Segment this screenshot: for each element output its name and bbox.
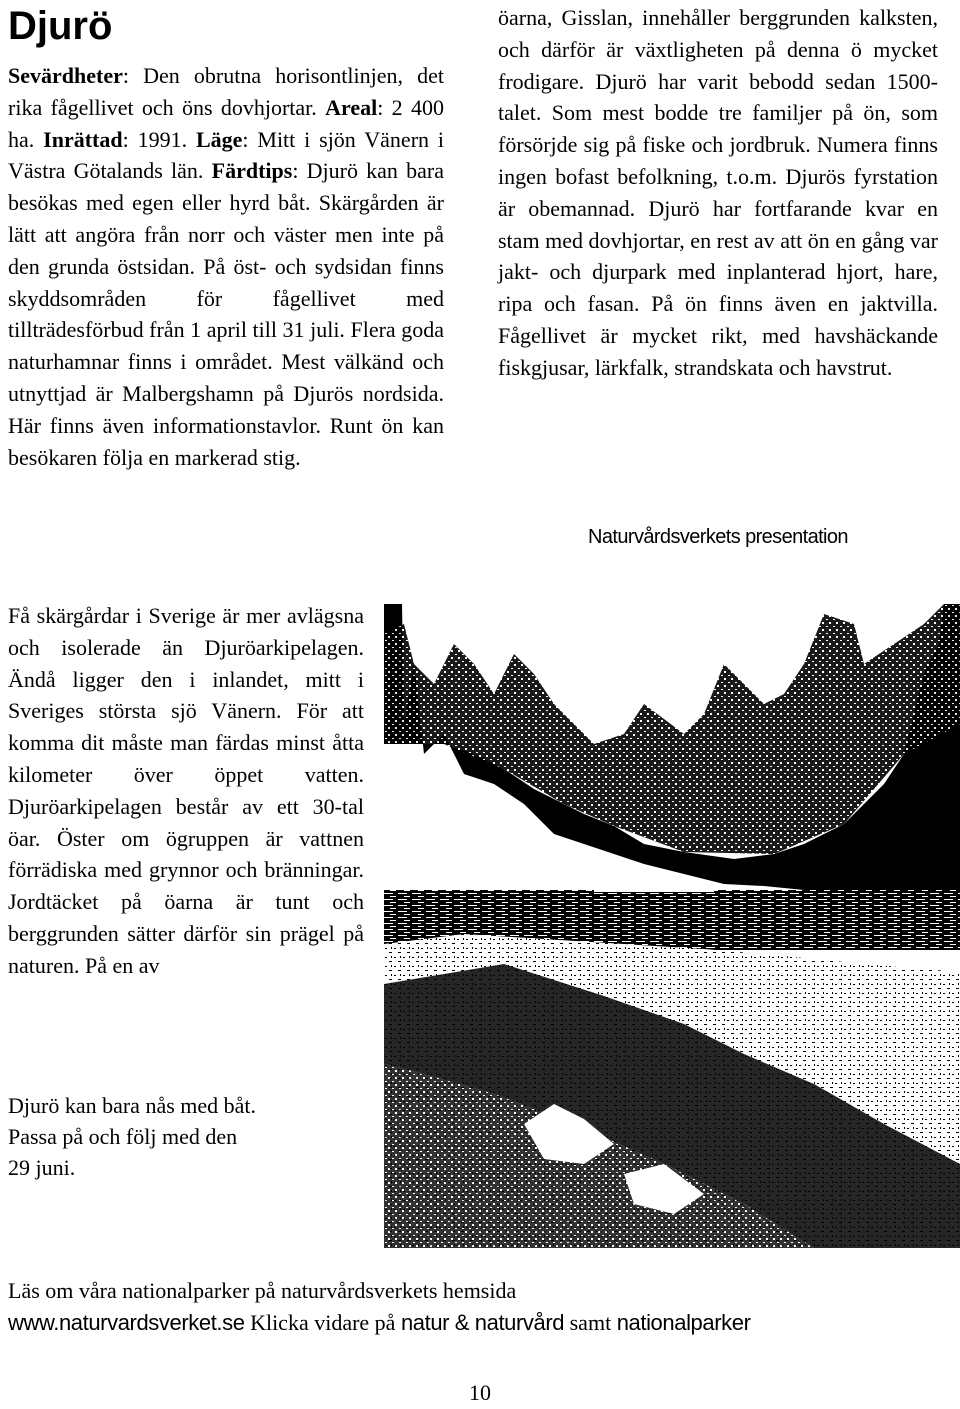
label-area: Areal — [325, 94, 378, 120]
text-established: : 1991. — [122, 126, 196, 152]
intro-facts — [8, 60, 444, 473]
nature-link[interactable]: natur & naturvård — [400, 1310, 565, 1335]
footer-and-text: samt — [564, 1310, 617, 1335]
photo-caption-line1: Djurö kan bara nås med båt. — [8, 1093, 257, 1118]
photo-caption — [8, 1090, 368, 1183]
text-area: : 2 400 ha. — [8, 94, 444, 152]
body-paragraph-right: öarna, Gisslan, innehåller berggrunden kalksten, och därför är växtligheten på denna ö mycket frodigare. Djurö har varit bebodd sedan 1500-talet. Som mest bodde tre familjer på ön, som försörjde sig på fiske och jordbruk. Numera finns ingen bofast befolkning, t.o.m. Djurös fyrstation är obemannad. Djurö har fortfarande kvar en stam med dovhjortar, en rest av att ön en gång var jakt- och djurpark med inplanterad hjort, hare, ripa och fasan. På ön finns även en jaktvilla. Fågellivet är mycket rikt, med havshäckande fiskgjusar, lärkfalk, strandskata och havstrut. — [498, 5, 938, 380]
text-travel: : Djurö kan bara besökas med egen eller hyrd båt. Skärgården är lätt att angöra från norr och väster men inte på den grunda östsidan. På öst- och sydsidan finns skyddsområden för fågellivet med tillträdesförbud från 1 april till 31 juli. Flera goda naturhamnar finns i området. Mest välkänd och utnyttjad är Malbergshamn på Djurös nordsida. Här finns även informationstavlor. Runt ön kan besökaren följa en markerad stig. — [8, 158, 444, 470]
text-sights: : Den obrutna horisontlinjen, det rika fågellivet och öns dovhjortar. — [8, 63, 444, 120]
nationalparks-link[interactable]: nationalparker — [616, 1310, 751, 1335]
photo-caption-line3: 29 juni. — [8, 1155, 76, 1180]
label-location: Läge — [195, 126, 243, 152]
footer-links — [8, 1307, 751, 1339]
text-location: : Mitt i sjön Vänern i Västra Götalands län. — [8, 126, 444, 184]
body-paragraph-left: Få skärgårdar i Sverige är mer avlägsna och isolerade än Djuröarkipelagen. Ändå ligger den i inlandet, mitt i Sveriges största sjö Vänern. För att komma dit måste man färdas minst åtta kilometer över öppet vatten. Djuröarkipelagen består av ett 30-tal öar. Öster om ögruppen är vattnen förrädiska med grynnor och bränningar. Jordtäcket på öarna är tunt och berggrunden sätter därför sin prägel på naturen. På en av — [8, 603, 364, 978]
label-established: Inrättad — [43, 126, 123, 152]
credit-line: Naturvårdsverkets presentation — [588, 526, 848, 548]
photo-caption-line2: Passa på och följ med den — [8, 1124, 238, 1149]
label-travel: Färdtips — [211, 158, 293, 184]
landscape-photo — [384, 604, 960, 1248]
footer-intro: Läs om våra nationalparker på naturvårdsverkets hemsida — [8, 1278, 517, 1303]
page-number: 10 — [469, 1380, 491, 1405]
website-link[interactable]: www.naturvardsverket.se — [8, 1310, 245, 1335]
label-sights: Sevärdheter — [8, 63, 123, 88]
page-title: Djurö — [8, 4, 113, 48]
footer-click-text: Klicka vidare på — [244, 1310, 401, 1335]
